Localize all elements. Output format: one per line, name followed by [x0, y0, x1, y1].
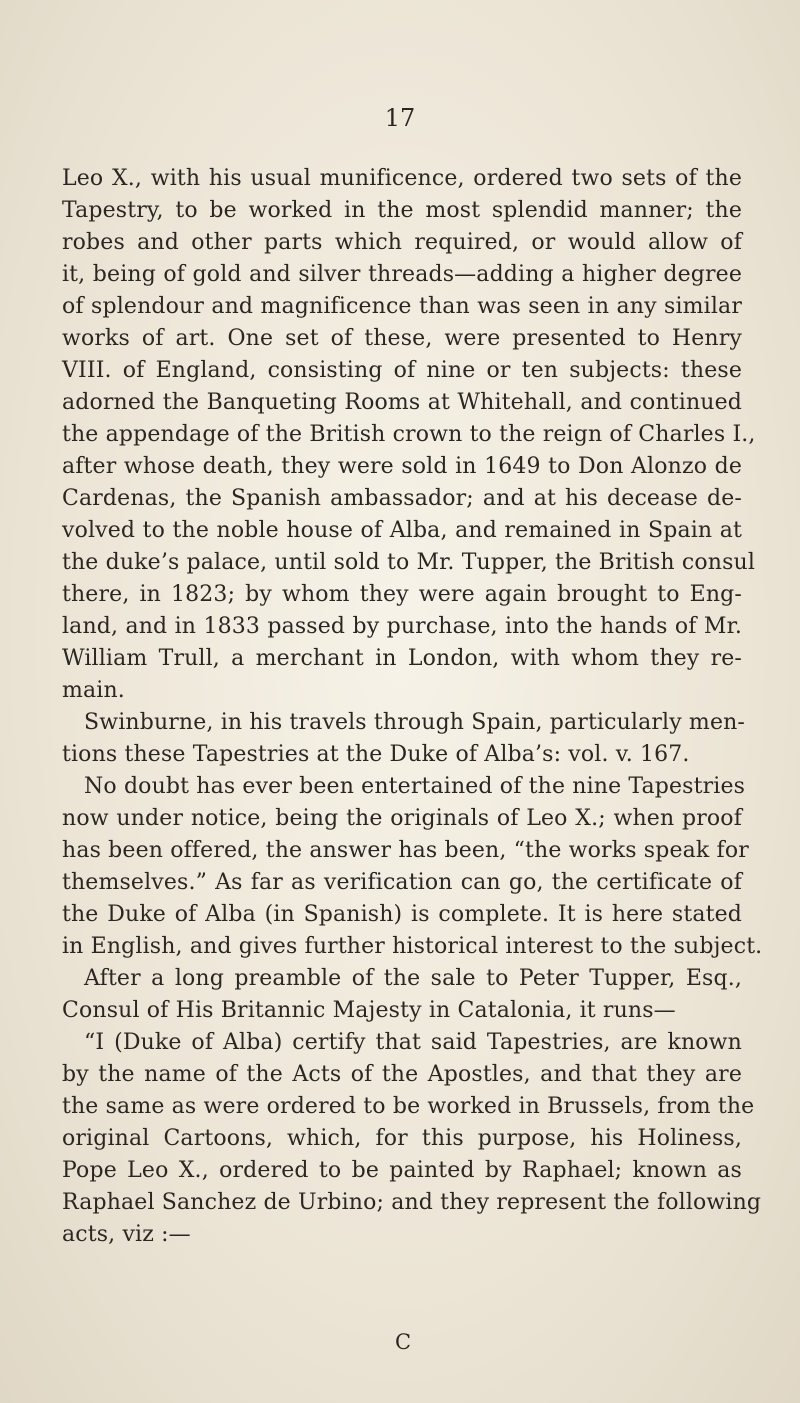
text-line: the Duke of Alba (in Spanish) is complete. It is here stated	[62, 902, 742, 927]
text-line: volved to the noble house of Alba, and remained in Spain at	[62, 518, 742, 543]
text-line: adorned the Banqueting Rooms at Whitehall, and continued	[62, 390, 742, 415]
text-line: Raphael Sanchez de Urbino; and they represent the following	[62, 1190, 762, 1215]
text-line: now under notice, being the originals of Leo X.; when proof	[62, 806, 742, 831]
text-line: the same as were ordered to be worked in Brussels, from the	[62, 1094, 755, 1119]
text-line: the appendage of the British crown to the reign of Charles I.,	[62, 422, 756, 447]
body-text	[62, 163, 763, 1251]
text-line: Tapestry, to be worked in the most splendid manner; the	[62, 198, 742, 223]
text-line: Consul of His Britannic Majesty in Catalonia, it runs—	[62, 998, 676, 1023]
text-line: acts, viz :—	[62, 1222, 191, 1247]
text-line: No doubt has ever been entertained of the nine Tapestries	[84, 774, 746, 799]
text-line: robes and other parts which required, or would allow of	[62, 230, 742, 255]
text-line: themselves.” As far as verification can go, the certificate of	[62, 870, 742, 895]
text-line: Leo X., with his usual munificence, ordered two sets of the	[62, 166, 742, 191]
text-line: after whose death, they were sold in 1649 to Don Alonzo de	[62, 454, 742, 479]
text-line: by the name of the Acts of the Apostles, and that they are	[62, 1062, 742, 1087]
signature-mark: C	[394, 1330, 412, 1354]
text-line: original Cartoons, which, for this purpose, his Holiness,	[62, 1126, 742, 1151]
text-line: “I (Duke of Alba) certify that said Tapestries, are known	[84, 1030, 742, 1055]
text-line: VIII. of England, consisting of nine or ten subjects: these	[62, 358, 742, 383]
text-line: in English, and gives further historical interest to the subject.	[62, 934, 763, 959]
text-line: William Trull, a merchant in London, with whom they re-	[62, 646, 742, 671]
text-line: Pope Leo X., ordered to be painted by Raphael; known as	[62, 1158, 742, 1183]
text-line: land, and in 1833 passed by purchase, into the hands of Mr.	[62, 614, 742, 639]
text-line: After a long preamble of the sale to Peter Tupper, Esq.,	[84, 966, 742, 991]
text-line: it, being of gold and silver threads—adding a higher degree	[62, 262, 742, 287]
page-number: 17	[384, 104, 416, 132]
text-line: there, in 1823; by whom they were again brought to Eng-	[62, 582, 742, 607]
text-line: works of art. One set of these, were presented to Henry	[62, 326, 742, 351]
text-line: Swinburne, in his travels through Spain, particularly men-	[84, 710, 746, 735]
text-line: the duke’s palace, until sold to Mr. Tupper, the British consul	[62, 550, 756, 575]
text-line: Cardenas, the Spanish ambassador; and at his decease de-	[62, 486, 742, 511]
text-line: of splendour and magnificence than was seen in any similar	[62, 294, 742, 319]
text-line: has been offered, the answer has been, “the works speak for	[62, 838, 749, 863]
text-line: tions these Tapestries at the Duke of Alba’s: vol. v. 167.	[62, 742, 690, 767]
text-line: main.	[62, 678, 125, 703]
